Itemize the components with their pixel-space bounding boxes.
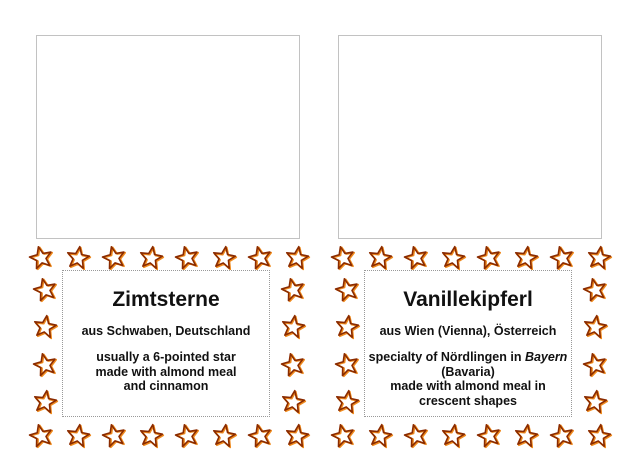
star-outline-icon xyxy=(209,421,239,451)
star-outline-icon xyxy=(136,421,166,451)
label-box xyxy=(62,270,270,417)
star-outline-icon xyxy=(172,242,203,273)
cookie-card-zimtsterne xyxy=(28,0,310,469)
star-outline-icon xyxy=(63,243,93,273)
star-outline-icon xyxy=(331,349,362,380)
star-outline-icon xyxy=(278,387,308,417)
star-outline-icon xyxy=(25,242,56,273)
star-outline-icon xyxy=(99,420,130,451)
star-outline-icon xyxy=(579,349,610,380)
text-run: (Bavaria) xyxy=(441,364,495,379)
star-outline-icon xyxy=(30,312,60,342)
text-run: made with almond meal xyxy=(95,364,237,379)
text-run: and cinnamon xyxy=(123,379,209,393)
star-outline-icon xyxy=(332,387,362,417)
star-border-bottom xyxy=(28,423,310,449)
star-border-bottom xyxy=(330,423,612,449)
star-outline-icon xyxy=(327,242,358,273)
star-outline-icon xyxy=(438,243,468,273)
star-border-left xyxy=(32,277,58,415)
star-outline-icon xyxy=(331,274,362,305)
text-run: specialty of Nördlingen in xyxy=(368,350,525,364)
photo-placeholder xyxy=(338,35,602,239)
cookie-description xyxy=(367,350,569,408)
cookie-name: Zimtsterne xyxy=(112,288,220,311)
star-outline-icon xyxy=(401,420,432,451)
star-outline-icon xyxy=(63,421,93,451)
star-outline-icon xyxy=(245,420,276,451)
star-outline-icon xyxy=(332,312,362,342)
star-outline-icon xyxy=(282,243,312,273)
cookie-origin: aus Wien (Vienna), Österreich xyxy=(379,324,557,338)
star-outline-icon xyxy=(438,421,468,451)
star-outline-icon xyxy=(511,243,541,273)
star-outline-icon xyxy=(580,387,610,417)
cookie-origin: aus Schwaben, Deutschland xyxy=(81,324,251,338)
star-outline-icon xyxy=(547,242,578,273)
star-outline-icon xyxy=(277,349,308,380)
star-outline-icon xyxy=(365,421,395,451)
star-border-right xyxy=(280,277,306,415)
star-border-top xyxy=(330,245,612,271)
star-outline-icon xyxy=(547,420,578,451)
photo-placeholder xyxy=(36,35,300,239)
star-outline-icon xyxy=(580,312,610,342)
star-outline-icon xyxy=(278,312,308,342)
star-outline-icon xyxy=(584,421,614,451)
cookie-description xyxy=(65,350,267,394)
star-outline-icon xyxy=(579,274,610,305)
star-outline-icon xyxy=(29,349,60,380)
star-outline-icon xyxy=(584,243,614,273)
cookie-name: Vanillekipferl xyxy=(403,288,533,311)
text-run: made with almond meal in xyxy=(390,379,546,393)
star-outline-icon xyxy=(209,243,239,273)
star-outline-icon xyxy=(282,421,312,451)
text-run: crescent shapes xyxy=(419,393,517,408)
star-outline-icon xyxy=(277,274,308,305)
star-outline-icon xyxy=(172,420,203,451)
star-outline-icon xyxy=(25,420,56,451)
star-outline-icon xyxy=(29,274,60,305)
star-outline-icon xyxy=(511,421,541,451)
star-outline-icon xyxy=(136,243,166,273)
label-box xyxy=(364,270,572,417)
star-outline-icon xyxy=(474,242,505,273)
star-outline-icon xyxy=(327,420,358,451)
star-outline-icon xyxy=(365,243,395,273)
star-outline-icon xyxy=(99,242,130,273)
star-outline-icon xyxy=(30,387,60,417)
star-outline-icon xyxy=(474,420,505,451)
star-outline-icon xyxy=(245,242,276,273)
star-border-left xyxy=(334,277,360,415)
star-outline-icon xyxy=(401,242,432,273)
cookie-card-vanillekipferl xyxy=(330,0,612,469)
italic-term: Bayern xyxy=(524,350,568,364)
star-border-top xyxy=(28,245,310,271)
text-run: usually a 6-pointed star xyxy=(96,350,236,364)
star-border-right xyxy=(582,277,608,415)
